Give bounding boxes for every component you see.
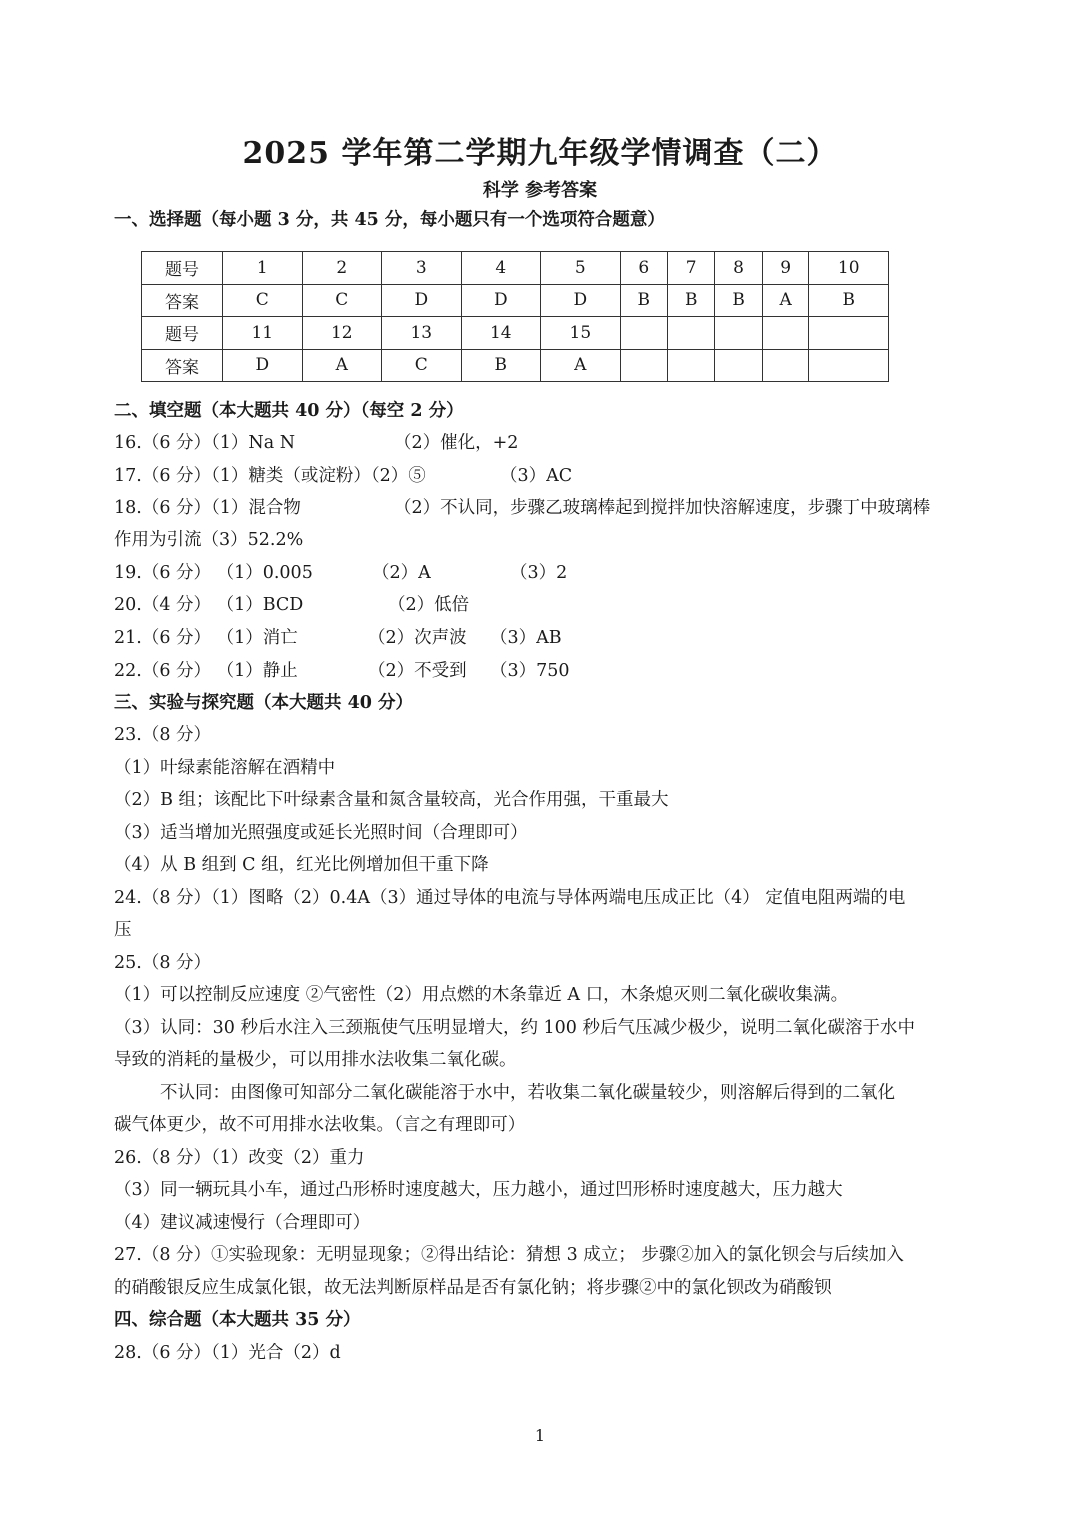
answer-q17	[114, 464, 970, 488]
table-cell: 9	[762, 252, 809, 285]
answer-q26-part4: （4）建议减速慢行（合理即可）	[114, 1213, 371, 1233]
table-cell: 15	[541, 317, 621, 350]
answer-part: （2）不认同，步骤乙玻璃棒起到搅拌加快溶解速度，步骤丁中玻璃棒	[394, 498, 931, 518]
answer-part: （3）AB	[490, 628, 562, 648]
answer-q21	[114, 626, 970, 650]
answer-part: 21.（6 分） （1）消亡	[114, 628, 298, 648]
table-cell: 5	[541, 252, 621, 285]
answer-part: （3）750	[490, 661, 570, 681]
answer-q20	[114, 593, 970, 617]
answer-part: （2）低倍	[388, 595, 470, 615]
table-cell: D	[541, 284, 621, 317]
section-1-heading: 一、选择题（每小题 3 分，共 45 分，每小题只有一个选项符合题意）	[114, 210, 665, 230]
table-row	[142, 284, 889, 317]
answer-q22	[114, 659, 970, 683]
table-cell: 1	[223, 252, 303, 285]
answer-q28: 28.（6 分）（1）光合（2）d	[114, 1343, 341, 1363]
table-row	[142, 317, 889, 350]
answer-q18-continued: 作用为引流（3）52.2%	[114, 530, 304, 550]
answer-part: （2）A	[372, 563, 431, 583]
answer-q25-disagree: 不认同：由图像可知部分二氧化碳能溶于水中，若收集二氧化碳量较少，则溶解后得到的二氧化	[160, 1083, 895, 1103]
section-3-heading: 三、实验与探究题（本大题共 40 分）	[114, 693, 414, 713]
table-cell: 6	[620, 252, 667, 285]
table-cell: A	[302, 349, 382, 382]
table-cell: A	[541, 349, 621, 382]
table-cell: A	[762, 284, 809, 317]
answer-part: 18.（6 分）（1）混合物	[114, 498, 301, 518]
section-4-heading: 四、综合题（本大题共 35 分）	[114, 1310, 361, 1330]
answer-q26: 26.（8 分）（1）改变（2）重力	[114, 1148, 365, 1168]
answer-q23-heading: 23.（8 分）	[114, 725, 212, 745]
table-cell	[620, 317, 667, 350]
table-cell	[762, 317, 809, 350]
table-cell: C	[302, 284, 382, 317]
table-cell	[667, 317, 714, 350]
answer-q25-part1: （1）可以控制反应速度 ②气密性（2）用点燃的木条靠近 A 口，木条熄灭则二氧化碳收集满。	[114, 985, 849, 1005]
table-cell	[715, 317, 762, 350]
answer-q23-part4: （4）从 B 组到 C 组，红光比例增加但干重下降	[114, 855, 489, 875]
table-cell: 13	[382, 317, 462, 350]
table-cell: B	[461, 349, 541, 382]
table-cell	[620, 349, 667, 382]
table-cell: 4	[461, 252, 541, 285]
page-title: 2025 学年第二学期九年级学情调查（二）	[242, 136, 838, 171]
row-label: 答案	[142, 284, 223, 317]
table-cell: B	[620, 284, 667, 317]
answer-q18	[114, 496, 970, 520]
table-cell: C	[223, 284, 303, 317]
answer-part: （2）不受到	[368, 661, 467, 681]
answer-part: （2）催化，+2	[394, 433, 519, 453]
table-cell	[762, 349, 809, 382]
row-label: 答案	[142, 349, 223, 382]
answer-q23-part1: （1）叶绿素能溶解在酒精中	[114, 758, 336, 778]
section-2-heading: 二、填空题（本大题共 40 分）（每空 2 分）	[114, 401, 464, 421]
table-row	[142, 252, 889, 285]
answer-q23-part3: （3）适当增加光照强度或延长光照时间（合理即可）	[114, 823, 528, 843]
table-cell	[715, 349, 762, 382]
answer-q25-part3: （3）认同：30 秒后水注入三颈瓶使气压明显增大，约 100 秒后气压减少极少，说明二氧化碳溶于水中	[114, 1018, 915, 1038]
table-cell: D	[223, 349, 303, 382]
answer-q27-continued: 的硝酸银反应生成氯化银，故无法判断原样品是否有氯化钠；将步骤②中的氯化钡改为硝酸钡	[114, 1278, 832, 1298]
row-label: 题号	[142, 317, 223, 350]
table-cell: C	[382, 349, 462, 382]
table-cell: 14	[461, 317, 541, 350]
answer-q19	[114, 561, 970, 585]
answer-q24: 24.（8 分）（1）图略（2）0.4A（3）通过导体的电流与导体两端电压成正比（4） 定值电阻两端的电	[114, 888, 906, 908]
answer-q24-continued: 压	[114, 920, 132, 940]
table-cell	[809, 349, 889, 382]
page-number: 1	[534, 1426, 546, 1445]
table-cell	[809, 317, 889, 350]
table-cell: B	[715, 284, 762, 317]
table-cell: B	[809, 284, 889, 317]
answer-part: 19.（6 分） （1）0.005	[114, 563, 313, 583]
row-label: 题号	[142, 252, 223, 285]
answer-q27: 27.（8 分）①实验现象：无明显现象；②得出结论：猜想 3 成立； 步骤②加入的氯化钡会与后续加入	[114, 1245, 904, 1265]
answer-part: （3）2	[510, 563, 568, 583]
table-cell: D	[461, 284, 541, 317]
table-cell: 7	[667, 252, 714, 285]
table-cell: 8	[715, 252, 762, 285]
answer-part: 20.（4 分） （1）BCD	[114, 595, 304, 615]
table-row	[142, 349, 889, 382]
table-cell: 12	[302, 317, 382, 350]
answer-part: 22.（6 分） （1）静止	[114, 661, 298, 681]
answer-part: 16.（6 分）（1）Na N	[114, 433, 296, 453]
table-cell: 11	[223, 317, 303, 350]
answer-q25-part3-continued: 导致的消耗的量极少，可以用排水法收集二氧化碳。	[114, 1050, 517, 1070]
table-cell: B	[667, 284, 714, 317]
table-cell: 2	[302, 252, 382, 285]
page-subtitle: 科学 参考答案	[482, 180, 598, 201]
answer-q25-heading: 25.（8 分）	[114, 953, 212, 973]
table-cell	[667, 349, 714, 382]
answer-part: （3）AC	[500, 466, 573, 486]
table-cell: 10	[809, 252, 889, 285]
answer-part: 17.（6 分）（1）糖类（或淀粉）（2）⑤	[114, 466, 426, 486]
answer-q23-part2: （2）B 组；该配比下叶绿素含量和氮含量较高，光合作用强，干重最大	[114, 790, 669, 810]
table-cell: 3	[382, 252, 462, 285]
choice-answer-table	[141, 251, 889, 382]
answer-q26-part3: （3）同一辆玩具小车，通过凸形桥时速度越大，压力越小，通过凹形桥时速度越大，压力越大	[114, 1180, 843, 1200]
answer-part: （2）次声波	[368, 628, 467, 648]
answer-q16	[114, 431, 970, 455]
answer-q25-disagree-continued: 碳气体更少，故不可用排水法收集。（言之有理即可）	[114, 1115, 526, 1135]
table-cell: D	[382, 284, 462, 317]
